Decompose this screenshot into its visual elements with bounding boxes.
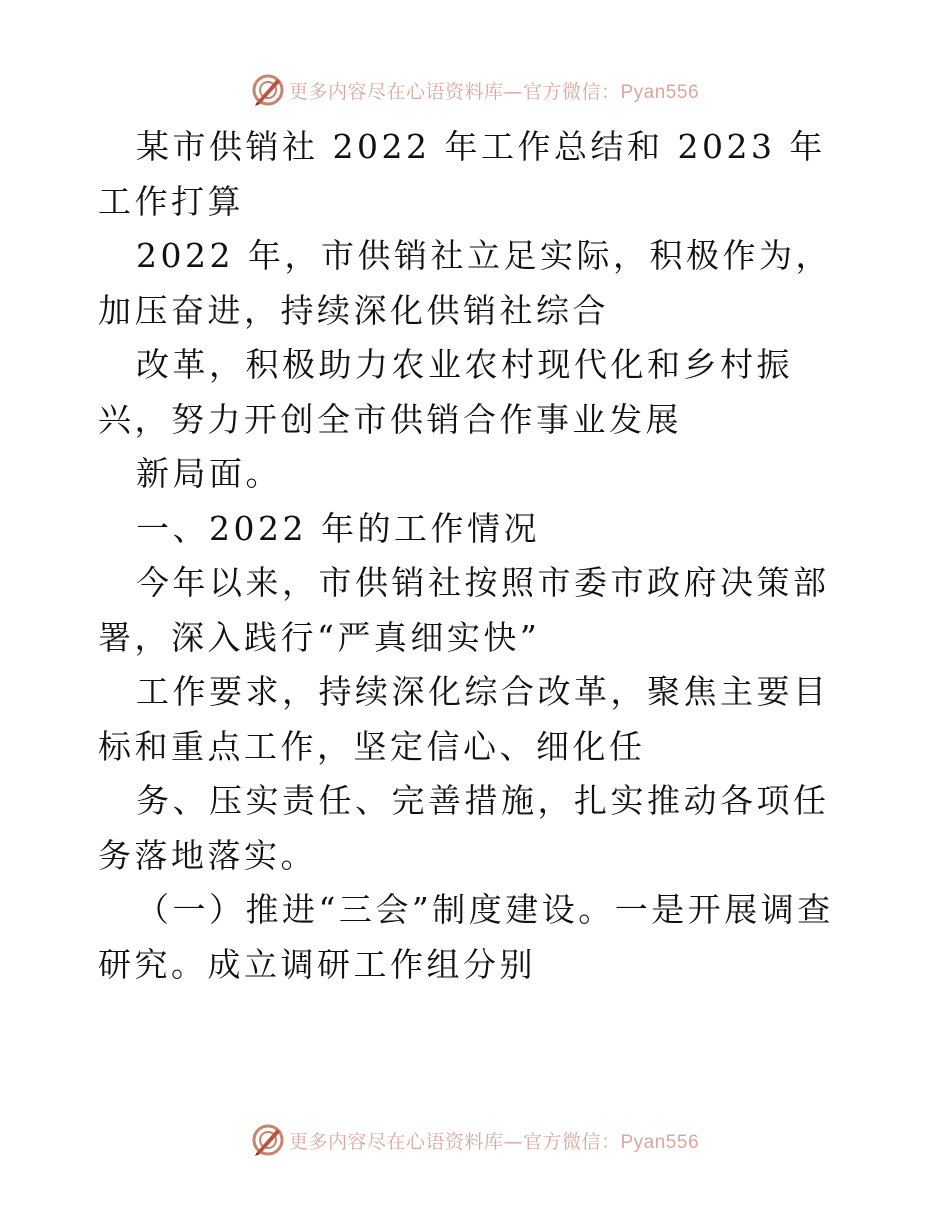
watermark-wechat-label: 官方微信： xyxy=(522,1130,621,1153)
watermark-site: 更多内容尽在心语资料库 xyxy=(288,80,504,103)
paragraph-1-line-1: 2022 年，市供销社立足实际，积极作为，加压 xyxy=(98,236,832,330)
paragraph-5-line-2: 重点工作，坚定信心、细化任 xyxy=(171,726,646,766)
watermark-wechat-id: Pyan556 xyxy=(620,81,700,103)
header-watermark xyxy=(0,70,950,110)
pen-logo-icon xyxy=(251,73,285,107)
paragraph-6 xyxy=(98,774,858,883)
watermark-wechat-label: 官方微信： xyxy=(522,80,621,103)
watermark-dash: — xyxy=(503,80,523,103)
title-line-1: 某市供销社 2022 年工作总结和 2023 年工作打 xyxy=(98,127,826,221)
paragraph-4 xyxy=(98,556,858,665)
paragraph-4-line-1: 今年以来，市供销社按照市委市政府决策部署， xyxy=(98,563,830,657)
paragraph-5 xyxy=(98,665,858,774)
paragraph-2 xyxy=(98,338,858,447)
paragraph-7 xyxy=(98,883,858,992)
paragraph-4-line-2: 深入践行“严真细实快” xyxy=(171,617,541,657)
paragraph-2-line-1: 改革，积极助力农业农村现代化和乡村振兴，努 xyxy=(98,345,793,439)
paragraph-3 xyxy=(98,447,858,502)
section-heading-1 xyxy=(98,502,858,557)
document-title xyxy=(98,120,858,229)
paragraph-7-line-2: 究。成立调研工作组分别 xyxy=(134,944,536,984)
paragraph-6-line-1: 务、压实责任、完善措施，扎实推动各项任务落 xyxy=(98,781,830,875)
watermark-site: 更多内容尽在心语资料库 xyxy=(288,1130,504,1153)
watermark-text xyxy=(289,77,699,104)
section-heading-1-text: 一、2022 年的工作情况 xyxy=(136,508,540,548)
paragraph-7-line-1: （一）推进“三会”制度建设。一是开展调查研 xyxy=(98,890,834,984)
paragraph-1 xyxy=(98,229,858,338)
watermark-dash: — xyxy=(503,1130,523,1153)
pen-logo-icon xyxy=(251,1123,285,1157)
paragraph-2-line-2: 力开创全市供销合作事业发展 xyxy=(207,399,682,439)
paragraph-6-line-2: 地落实。 xyxy=(171,835,317,875)
paragraph-5-line-1: 工作要求，持续深化综合改革，聚焦主要目标和 xyxy=(98,672,830,766)
footer-watermark xyxy=(0,1120,950,1160)
watermark-wechat-id: Pyan556 xyxy=(620,1131,700,1153)
paragraph-3-line-1: 新局面。 xyxy=(136,454,282,493)
title-line-2: 算 xyxy=(207,181,244,221)
document-body xyxy=(98,120,858,992)
watermark-text xyxy=(289,1127,699,1154)
paragraph-1-line-2: 奋进，持续深化供销社综合 xyxy=(171,290,609,330)
